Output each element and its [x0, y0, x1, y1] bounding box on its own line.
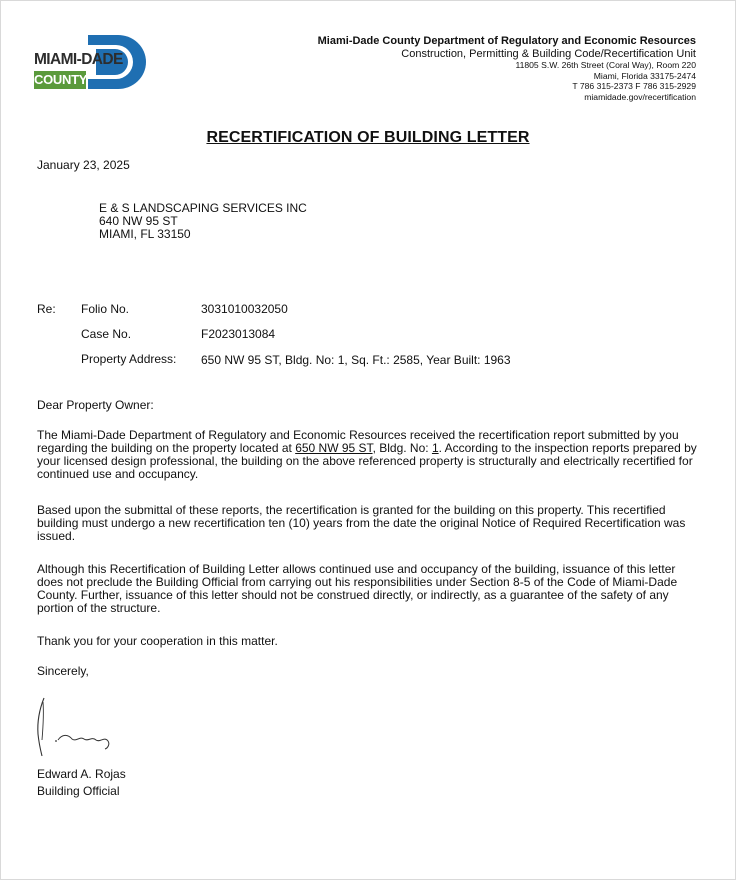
re-label: Re:: [37, 302, 56, 316]
letterhead: [318, 35, 696, 102]
property-address-label: Property Address:: [81, 352, 177, 366]
recipient-name: E & S LANDSCAPING SERVICES INC: [99, 201, 307, 215]
signer-name: Edward A. Rojas: [37, 767, 126, 781]
address-line-2: Miami, Florida 33175-2474: [593, 70, 696, 81]
signer-title: Building Official: [37, 784, 120, 798]
letter-title: RECERTIFICATION OF BUILDING LETTER: [206, 129, 530, 146]
org-name: Miami-Dade County Department of Regulatory and Economic Resources: [317, 35, 696, 47]
paragraph-recertified: [37, 429, 702, 481]
property-address-value: 650 NW 95 ST, Bldg. No: 1, Sq. Ft.: 2585, Year Built: 1963: [201, 353, 511, 367]
logo-wordmark: MIAMI-DADE: [34, 51, 123, 68]
p1-text-start: The Miami-Dade Department of Regulatory and Economic Resources received the recertification report submitted by you regarding the building on the property located at: [37, 428, 679, 455]
paragraph-disclaimer: Although this Recertification of Building Letter allows continued use and occupancy of the building, issuance of this letter does not preclude the Building Official from carrying out his responsibilities under Section 8-5 of the Code of Miami-Dade County. Further, issuance of this letter should not be construed directly, or indirectly, as a guarantee of the safety of any portion of the structure.: [37, 562, 678, 615]
case-value: F2023013084: [201, 327, 276, 341]
case-label: Case No.: [81, 327, 132, 341]
closing: Sincerely,: [37, 664, 89, 678]
p1-property-address: 650 NW 95 ST: [295, 441, 373, 455]
unit-name: Construction, Permitting & Building Code/Recertification Unit: [401, 48, 696, 60]
p1-text-mid: , Bldg. No:: [372, 441, 432, 455]
logo-county-badge: COUNTY: [34, 72, 88, 87]
p1-building-number: 1: [431, 441, 439, 455]
salutation: Dear Property Owner:: [37, 398, 154, 412]
paragraph-thanks: Thank you for your cooperation in this matter.: [37, 634, 278, 648]
p1-text-end: . According to the inspection reports prepared by your licensed design professional, the building on the above referenced property is structurally and electrically recertified for continued use and occupancy.: [37, 441, 697, 481]
signature-image: [32, 696, 122, 758]
website: miamidade.gov/recertification: [584, 91, 696, 102]
letter-date: January 23, 2025: [37, 158, 130, 172]
address-line-1: 11805 S.W. 26th Street (Coral Way), Room 220: [515, 60, 696, 70]
recipient-street: 640 NW 95 ST: [99, 214, 178, 228]
folio-value: 3031010032050: [201, 302, 288, 316]
phone-fax: T 786 315-2373 F 786 315-2929: [572, 81, 696, 91]
paragraph-granted: Based upon the submittal of these reports, the recertification is granted for the building on this property. This recertified building must undergo a new recertification ten (10) years from the date the original Notice of Required Recertification was issued.: [37, 503, 686, 543]
recipient-city: MIAMI, FL 33150: [99, 227, 191, 241]
miami-dade-county-logo: [34, 35, 154, 91]
folio-label: Folio No.: [81, 302, 130, 316]
